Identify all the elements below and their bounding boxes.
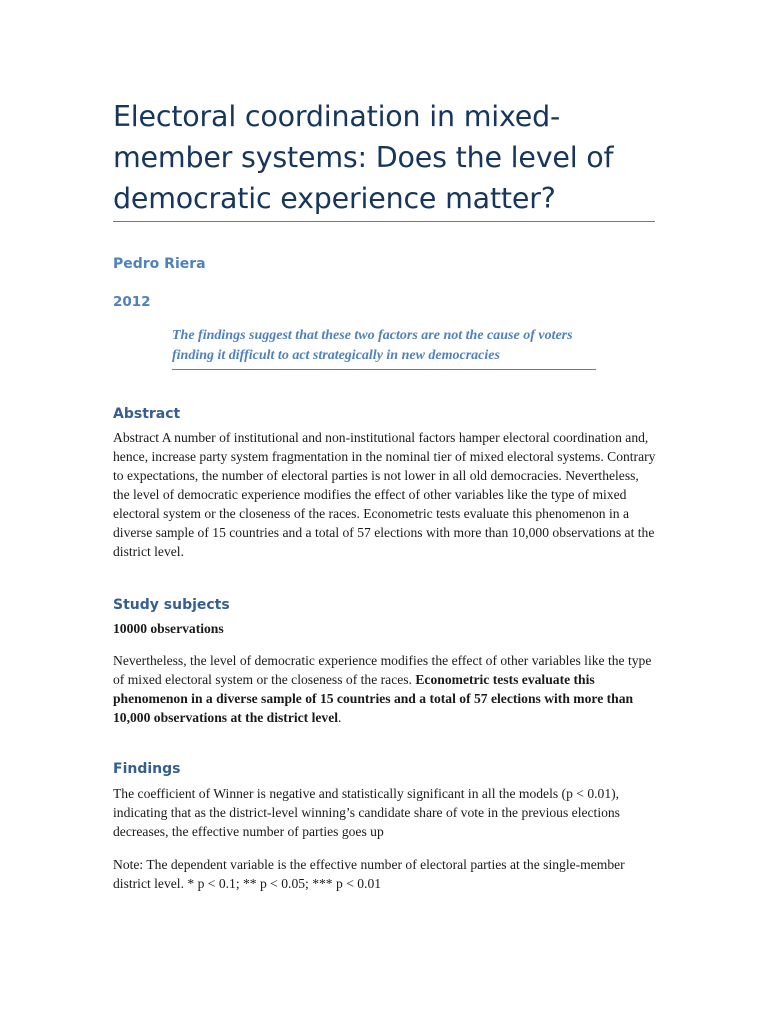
abstract-heading: Abstract <box>113 406 181 422</box>
findings-note: Note: The dependent variable is the effective number of electoral parties at the single-member district level. * p < 0.1; ** p < 0.05; *** p < 0.01 <box>113 857 625 891</box>
study-subjects-text-plain: Nevertheless, the level of democratic experience modifies the effect of other variables like the type of mixed electoral system or the closeness of the races. <box>113 653 652 687</box>
title-divider <box>113 221 655 222</box>
pull-quote-divider <box>172 369 596 370</box>
findings-text: The coefficient of Winner is negative and statistically significant in all the models (p < 0.01), indicating that as the district-level winning’s candidate share of vote in the previous elections decreases, the effective number of parties goes up <box>113 786 620 839</box>
study-subjects-count: 10000 observations <box>113 621 224 636</box>
document-title: Electoral coordination in mixed-member systems: Does the level of democratic experience matter? <box>113 100 614 215</box>
study-subjects-text <box>113 651 658 727</box>
study-subjects-text-end: . <box>338 710 342 725</box>
findings-heading: Findings <box>113 761 181 777</box>
study-subjects-text-bold: Econometric tests evaluate this phenomenon in a diverse sample of 15 countries and a total of 57 elections with more than 10,000 observations at the district level <box>113 672 634 725</box>
abstract-text: Abstract A number of institutional and non-institutional factors hamper electoral coordination and, hence, increase party system fragmentation in the nominal tier of mixed electoral systems. Contrary to expectations, the number of electoral parties is not lower in all old democracies. Nevertheless, the level of democratic experience modifies the effect of other variables like the type of mixed electoral system or the closeness of the races. Econometric tests evaluate this phenomenon in a diverse sample of 15 countries and a total of 57 elections with more than 10,000 observations at the district level. <box>113 430 656 559</box>
pull-quote: The findings suggest that these two factors are not the cause of voters finding it difficult to act strategically in new democracies <box>172 328 573 363</box>
publication-year: 2012 <box>113 294 151 310</box>
study-subjects-heading: Study subjects <box>113 597 230 613</box>
author-name: Pedro Riera <box>113 256 206 272</box>
